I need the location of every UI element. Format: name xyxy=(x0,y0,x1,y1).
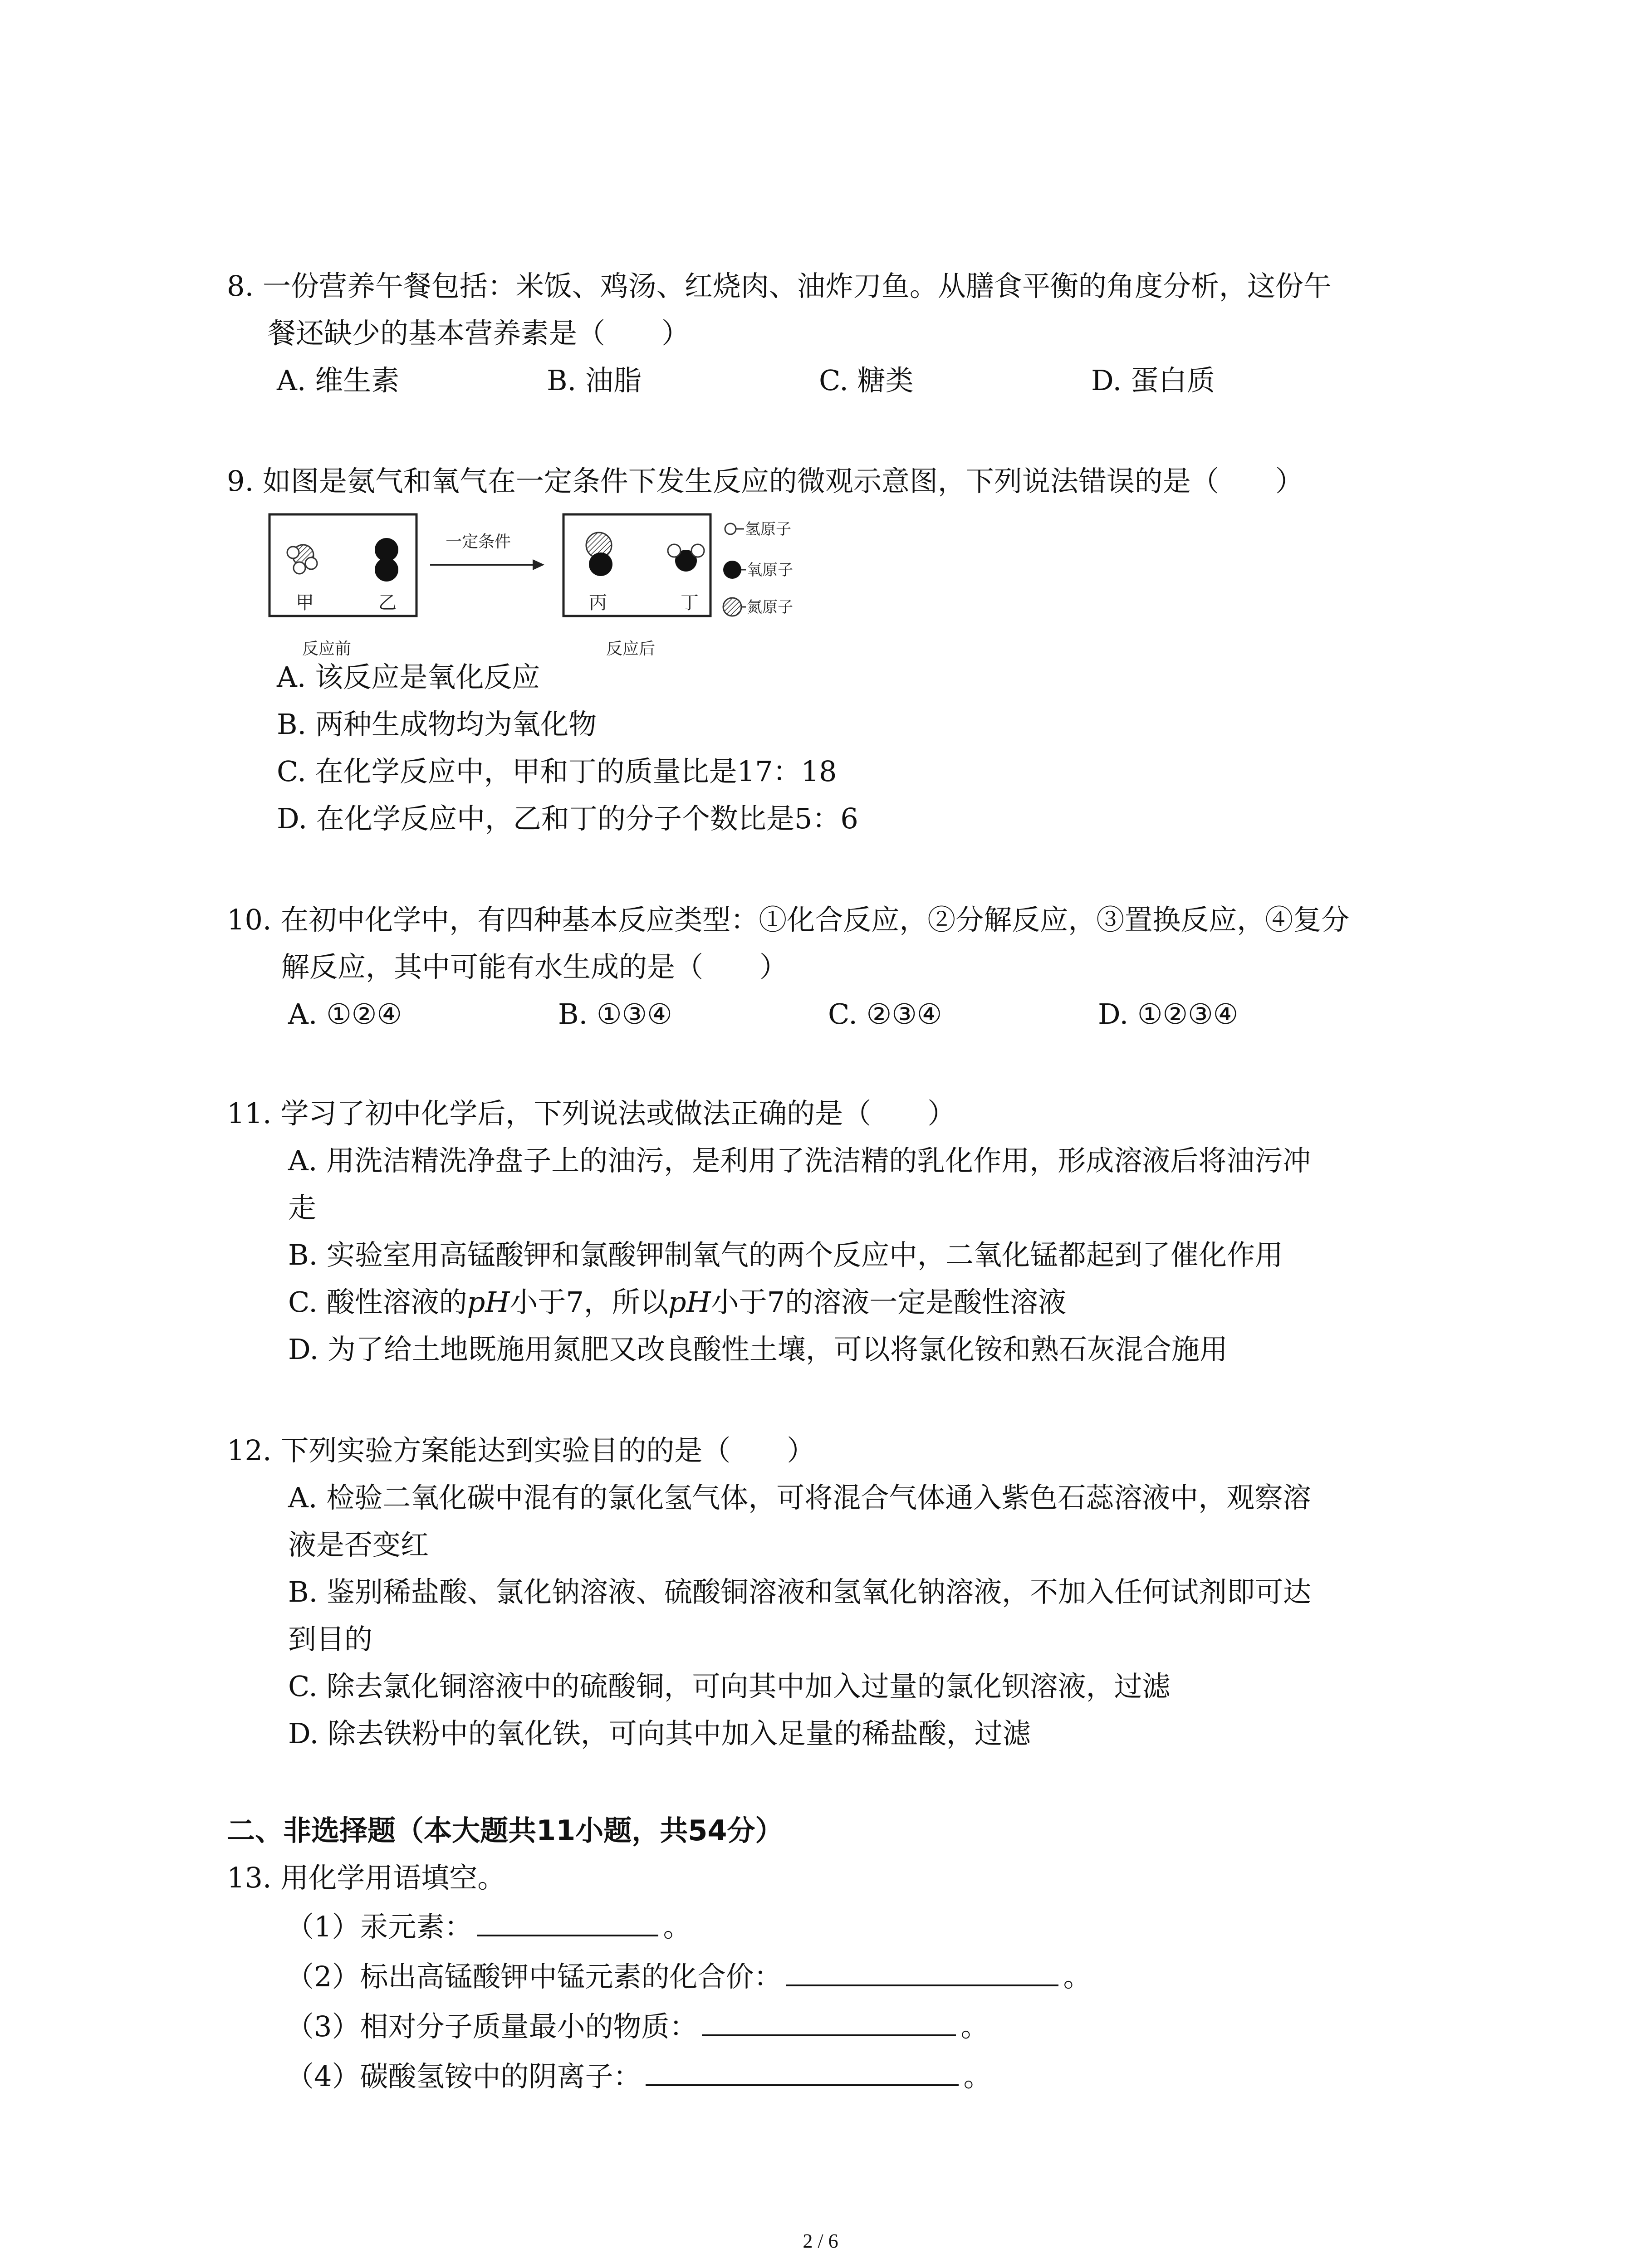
answer-blank-3[interactable] xyxy=(702,2009,956,2036)
caption-before: 反应前 xyxy=(302,640,352,658)
q10-option-a: A. ①②④ xyxy=(288,997,402,1031)
q8-option-b: B. 油脂 xyxy=(547,364,642,397)
q13-item-2-text: （2）标出高锰酸钾中锰元素的化合价： xyxy=(286,1960,782,1993)
q12-option-d: D. 除去铁粉中的氧化铁，可向其中加入足量的稀盐酸，过滤 xyxy=(288,1717,1031,1750)
q9-option-b: B. 两种生成物均为氧化物 xyxy=(277,708,597,741)
label-ding: 丁 xyxy=(681,592,699,613)
q8-option-a: A. 维生素 xyxy=(277,364,400,397)
oxygen-molecule-icon xyxy=(375,538,398,582)
q13-item-3-end: 。 xyxy=(960,2010,989,2043)
q11-option-c-ph2: pH xyxy=(668,1286,711,1319)
q11-option-a-line1: A. 用洗洁精洗净盘子上的油污，是利用了洗洁精的乳化作用，形成溶液后将油污冲 xyxy=(288,1144,1311,1177)
nitrogen-atom-icon xyxy=(723,598,741,616)
q9-option-a: A. 该反应是氧化反应 xyxy=(277,660,540,694)
q11-option-d: D. 为了给土地既施用氮肥又改良酸性土壤，可以将氯化铵和熟石灰混合施用 xyxy=(288,1333,1228,1366)
legend-hydrogen xyxy=(725,520,791,538)
water-molecule-icon xyxy=(668,544,704,572)
q13-item-3 xyxy=(286,2007,989,2046)
caption-after: 反应后 xyxy=(606,640,656,658)
answer-blank-2[interactable] xyxy=(786,1959,1058,1986)
q11-option-c-part1: C. 酸性溶液的 xyxy=(288,1286,467,1319)
q9-stem-line1: 9. 如图是氨气和氧气在一定条件下发生反应的微观示意图，下列说法错误的是（ ） xyxy=(227,464,1303,498)
q10-option-b: B. ①③④ xyxy=(558,997,672,1031)
page-number: 2 / 6 xyxy=(803,2230,838,2252)
q13-item-4-end: 。 xyxy=(963,2060,992,2093)
nitric-oxide-molecule-icon xyxy=(586,533,612,576)
q8-option-c: C. 糖类 xyxy=(819,364,914,397)
answer-blank-4[interactable] xyxy=(646,2059,959,2086)
q13-item-4-text: （4）碳酸氢铵中的阴离子： xyxy=(286,2060,642,2093)
legend-oxygen xyxy=(723,561,793,579)
ammonia-molecule-icon xyxy=(287,545,317,574)
q9-option-c: C. 在化学反应中，甲和丁的质量比是17：18 xyxy=(277,755,837,788)
reaction-diagram xyxy=(268,508,867,662)
q13-item-2 xyxy=(286,1957,1091,1996)
arrow-right-icon xyxy=(430,559,544,570)
q12-stem: 12. 下列实验方案能达到实验目的的是（ ） xyxy=(227,1434,815,1467)
q13-item-1-text: （1）汞元素： xyxy=(286,1910,473,1943)
q11-option-c-part3: 小于7的溶液一定是酸性溶液 xyxy=(710,1286,1067,1319)
answer-blank-1[interactable] xyxy=(477,1909,658,1936)
label-yi: 乙 xyxy=(378,592,397,613)
q10-stem-line2: 解反应，其中可能有水生成的是（ ） xyxy=(281,950,788,983)
q11-option-c-part2: 小于7，所以 xyxy=(509,1286,668,1319)
label-jia: 甲 xyxy=(296,592,314,613)
q8-option-d: D. 蛋白质 xyxy=(1091,364,1215,397)
q10-option-c: C. ②③④ xyxy=(828,997,942,1031)
q10-option-d: D. ①②③④ xyxy=(1098,997,1239,1031)
label-bing: 丙 xyxy=(589,592,607,613)
q12-option-a-line1: A. 检验二氧化碳中混有的氯化氢气体，可将混合气体通入紫色石蕊溶液中，观察溶 xyxy=(288,1481,1311,1514)
q12-option-a-line2: 液是否变红 xyxy=(288,1528,429,1561)
q8-stem-line1: 8. 一份营养午餐包括：米饭、鸡汤、红烧肉、油炸刀鱼。从膳食平衡的角度分析，这份午 xyxy=(227,269,1332,303)
q11-option-b: B. 实验室用高锰酸钾和氯酸钾制氧气的两个反应中，二氧化锰都起到了催化作用 xyxy=(288,1238,1283,1271)
q11-option-c-ph: pH xyxy=(467,1286,510,1319)
legend-nitrogen xyxy=(723,598,793,616)
arrow-condition-label: 一定条件 xyxy=(446,533,511,551)
q8-stem-line2: 餐还缺少的基本营养素是（ ） xyxy=(268,317,690,350)
q10-stem-line1: 10. 在初中化学中，有四种基本反应类型：①化合反应，②分解反应，③置换反应，④复分 xyxy=(227,903,1350,936)
q11-option-c xyxy=(288,1283,1066,1322)
legend-oxygen-label: 氧原子 xyxy=(747,561,793,579)
q13-item-2-end: 。 xyxy=(1063,1960,1092,1993)
q13-item-3-text: （3）相对分子质量最小的物质： xyxy=(286,2010,698,2043)
q11-option-a-line2: 走 xyxy=(288,1191,317,1224)
q12-option-b-line2: 到目的 xyxy=(288,1623,373,1656)
legend-nitrogen-label: 氮原子 xyxy=(747,598,793,616)
q13-item-4 xyxy=(286,2057,991,2096)
q11-stem: 11. 学习了初中化学后，下列说法或做法正确的是（ ） xyxy=(227,1097,956,1130)
q12-option-c: C. 除去氯化铜溶液中的硫酸铜，可向其中加入过量的氯化钡溶液，过滤 xyxy=(288,1670,1171,1703)
q12-option-b-line1: B. 鉴别稀盐酸、氯化钠溶液、硫酸铜溶液和氢氧化钠溶液，不加入任何试剂即可达 xyxy=(288,1575,1311,1608)
q9-option-d: D. 在化学反应中，乙和丁的分子个数比是5：6 xyxy=(277,802,858,835)
oxygen-atom-icon xyxy=(723,561,741,579)
legend-hydrogen-label: 氢原子 xyxy=(745,520,791,538)
q13-item-1 xyxy=(286,1907,691,1946)
section-heading: 二、非选择题（本大题共11小题，共54分） xyxy=(227,1814,784,1847)
hydrogen-atom-icon xyxy=(725,523,736,534)
q13-stem: 13. 用化学用语填空。 xyxy=(227,1861,506,1894)
q13-item-1-end: 。 xyxy=(663,1910,691,1943)
